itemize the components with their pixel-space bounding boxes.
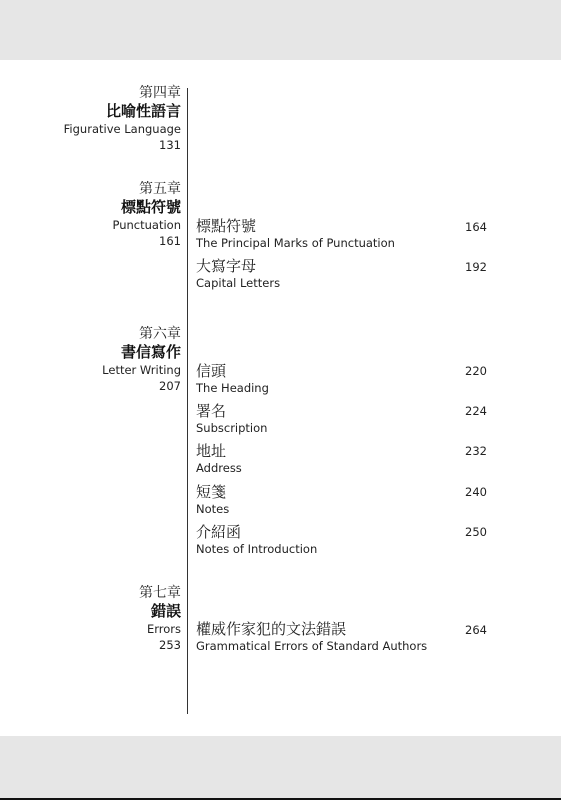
bottom-margin xyxy=(0,736,561,798)
top-margin xyxy=(0,0,561,60)
entry-page-number: 224 xyxy=(465,404,487,418)
entry-page-number: 240 xyxy=(465,485,487,499)
chapter-7-heading xyxy=(11,585,181,653)
toc-entry xyxy=(196,620,496,654)
entry-english-title: Grammatical Errors of Standard Authors xyxy=(196,639,428,653)
entry-page-number: 220 xyxy=(465,364,487,378)
toc-entry xyxy=(196,523,496,557)
chapter-page-number: 161 xyxy=(159,234,181,248)
chapter-6-heading xyxy=(11,326,181,394)
chapter-page-number: 207 xyxy=(159,379,181,393)
chapter-english-title: Punctuation xyxy=(112,218,181,232)
entry-page-number: 164 xyxy=(465,220,487,234)
chapter-english-title: Letter Writing xyxy=(102,363,181,377)
entry-english-title: Notes of Introduction xyxy=(196,542,318,556)
chapter-number: 第六章 xyxy=(139,326,181,342)
chapter-number: 第四章 xyxy=(139,85,181,101)
entry-english-title: Capital Letters xyxy=(196,276,281,290)
toc-entry xyxy=(196,217,496,251)
entry-chinese-title: 介紹函 xyxy=(196,523,242,541)
entry-chinese-title: 署名 xyxy=(196,402,227,420)
chapter-title: 比喻性語言 xyxy=(105,102,181,120)
toc-entry xyxy=(196,442,496,476)
entry-english-title: The Heading xyxy=(196,381,269,395)
chapter-number: 第七章 xyxy=(139,585,181,601)
entry-chinese-title: 信頭 xyxy=(196,362,227,380)
chapter-5-heading xyxy=(11,181,181,249)
chapter-title: 錯誤 xyxy=(150,602,181,620)
toc-entry xyxy=(196,402,496,436)
entry-english-title: Notes xyxy=(196,502,230,516)
chapter-page-number: 131 xyxy=(159,138,181,152)
chapter-title: 書信寫作 xyxy=(120,343,181,361)
toc-entry xyxy=(196,483,496,517)
entry-chinese-title: 短箋 xyxy=(196,483,227,501)
entry-english-title: Subscription xyxy=(196,421,268,435)
toc-entry xyxy=(196,362,496,396)
chapter-page-number: 253 xyxy=(159,638,181,652)
entry-page-number: 250 xyxy=(465,525,487,539)
entry-page-number: 264 xyxy=(465,623,487,637)
column-divider xyxy=(187,88,188,714)
entry-chinese-title: 地址 xyxy=(196,442,227,460)
chapter-4-heading xyxy=(11,85,181,153)
toc-entry xyxy=(196,257,496,291)
entry-chinese-title: 大寫字母 xyxy=(196,257,257,275)
entry-chinese-title: 標點符號 xyxy=(196,217,257,235)
chapter-number: 第五章 xyxy=(139,181,181,197)
chapter-title: 標點符號 xyxy=(120,198,181,216)
entry-chinese-title: 權威作家犯的文法錯誤 xyxy=(196,620,347,638)
chapter-english-title: Errors xyxy=(146,622,181,636)
chapter-english-title: Figurative Language xyxy=(63,122,181,136)
entry-english-title: Address xyxy=(196,461,242,475)
entry-english-title: The Principal Marks of Punctuation xyxy=(196,236,395,250)
entry-page-number: 232 xyxy=(465,444,487,458)
entry-page-number: 192 xyxy=(465,260,487,274)
